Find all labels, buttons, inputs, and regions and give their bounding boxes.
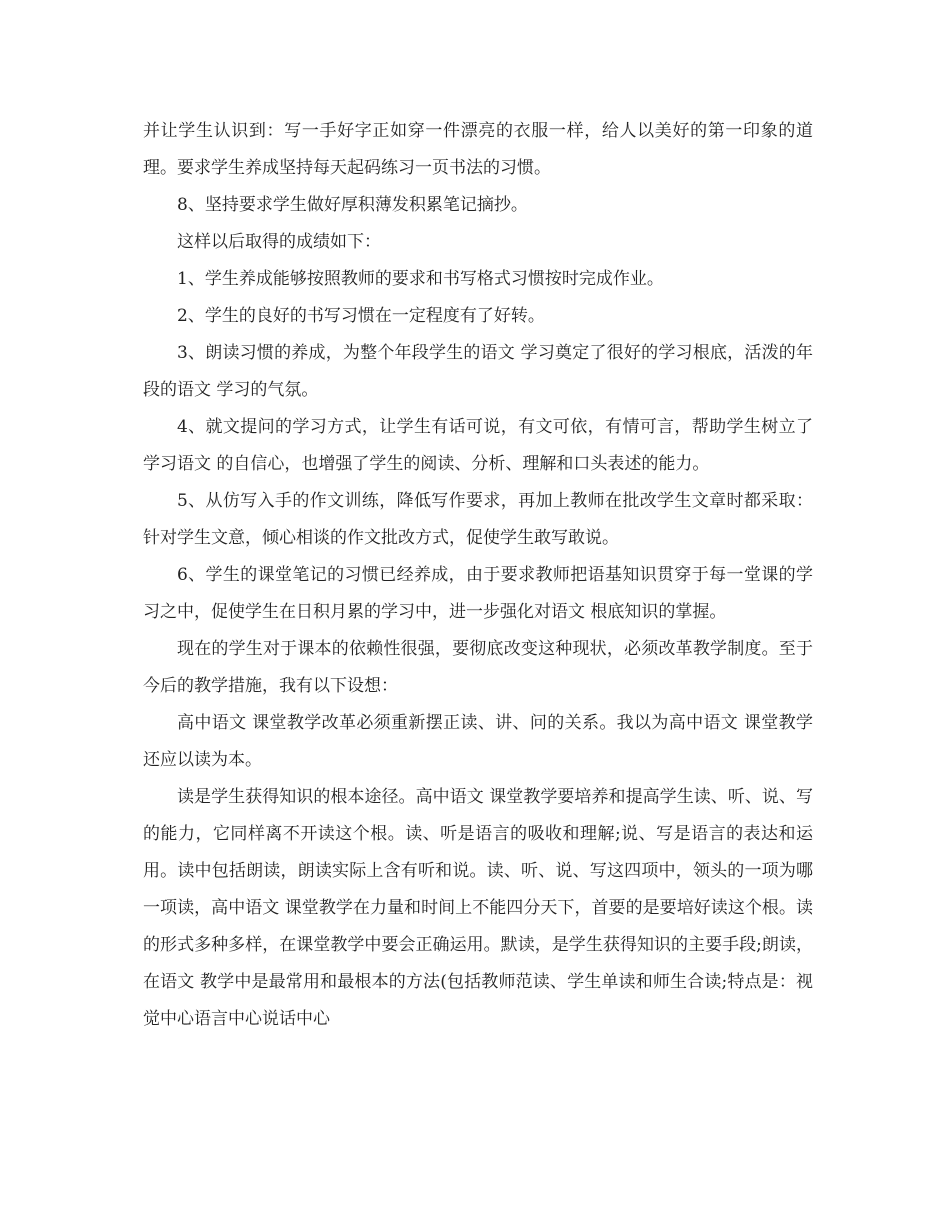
paragraph-reform-reading: 高中语文 课堂教学改革必须重新摆正读、讲、问的关系。我以为高中语文 课堂教学还应以读为本。 bbox=[143, 713, 813, 770]
document-body bbox=[143, 113, 813, 1038]
paragraph-continuation: 并让学生认识到：写一手好字正如穿一件漂亮的衣服一样，给人以美好的第一印象的道理。要求学生养成坚持每天起码练习一页书法的习惯。 bbox=[143, 121, 813, 178]
paragraph-results-intro: 这样以后取得的成绩如下： bbox=[177, 232, 381, 252]
paragraph-result-3: 3、朗读习惯的养成，为整个年段学生的语文 学习奠定了很好的学习根底，活泼的年段的语文 学习的气氛。 bbox=[143, 343, 813, 400]
paragraph-reading-methods: 读是学生获得知识的根本途径。高中语文 课堂教学要培养和提高学生读、听、说、写的能力，它同样离不开读这个根。读、听是语言的吸收和理解;说、写是语言的表达和运用。读中包括朗读，朗读实际上含有听和说。读、听、说、写这四项中，领头的一项为哪一项读，高中语文 课堂教学在力量和时间上不能四分天下，首要的是要培好读这个根。读的形式多种多样，在课堂教学中要会正确运用。默读，是学生获得知识的主要手段;朗读，在语文 教学中是最常用和最根本的方法(包括教师范读、学生单读和师生合读;特点是：视觉中心语言中心说话中心 bbox=[143, 787, 813, 1029]
paragraph-reform-intro: 现在的学生对于课本的依赖性很强，要彻底改变这种现状，必须改革教学制度。至于今后的教学措施，我有以下设想： bbox=[143, 639, 813, 696]
paragraph-result-6: 6、学生的课堂笔记的习惯已经养成，由于要求教师把语基知识贯穿于每一堂课的学习之中，促使学生在日积月累的学习中，进一步强化对语文 根底知识的掌握。 bbox=[143, 565, 813, 622]
paragraph-item-8: 8、坚持要求学生做好厚积薄发积累笔记摘抄。 bbox=[177, 195, 528, 215]
paragraph-result-2: 2、学生的良好的书写习惯在一定程度有了好转。 bbox=[177, 306, 545, 326]
paragraph-result-1: 1、学生养成能够按照教师的要求和书写格式习惯按时完成作业。 bbox=[177, 269, 664, 289]
paragraph-result-4: 4、就文提问的学习方式，让学生有话可说，有文可依，有情可言，帮助学生树立了学习语文 的自信心，也增强了学生的阅读、分析、理解和口头表述的能力。 bbox=[143, 417, 813, 474]
paragraph-result-5: 5、从仿写入手的作文训练，降低写作要求，再加上教师在批改学生文章时都采取：针对学生文意，倾心相谈的作文批改方式，促使学生敢写敢说。 bbox=[143, 491, 813, 548]
